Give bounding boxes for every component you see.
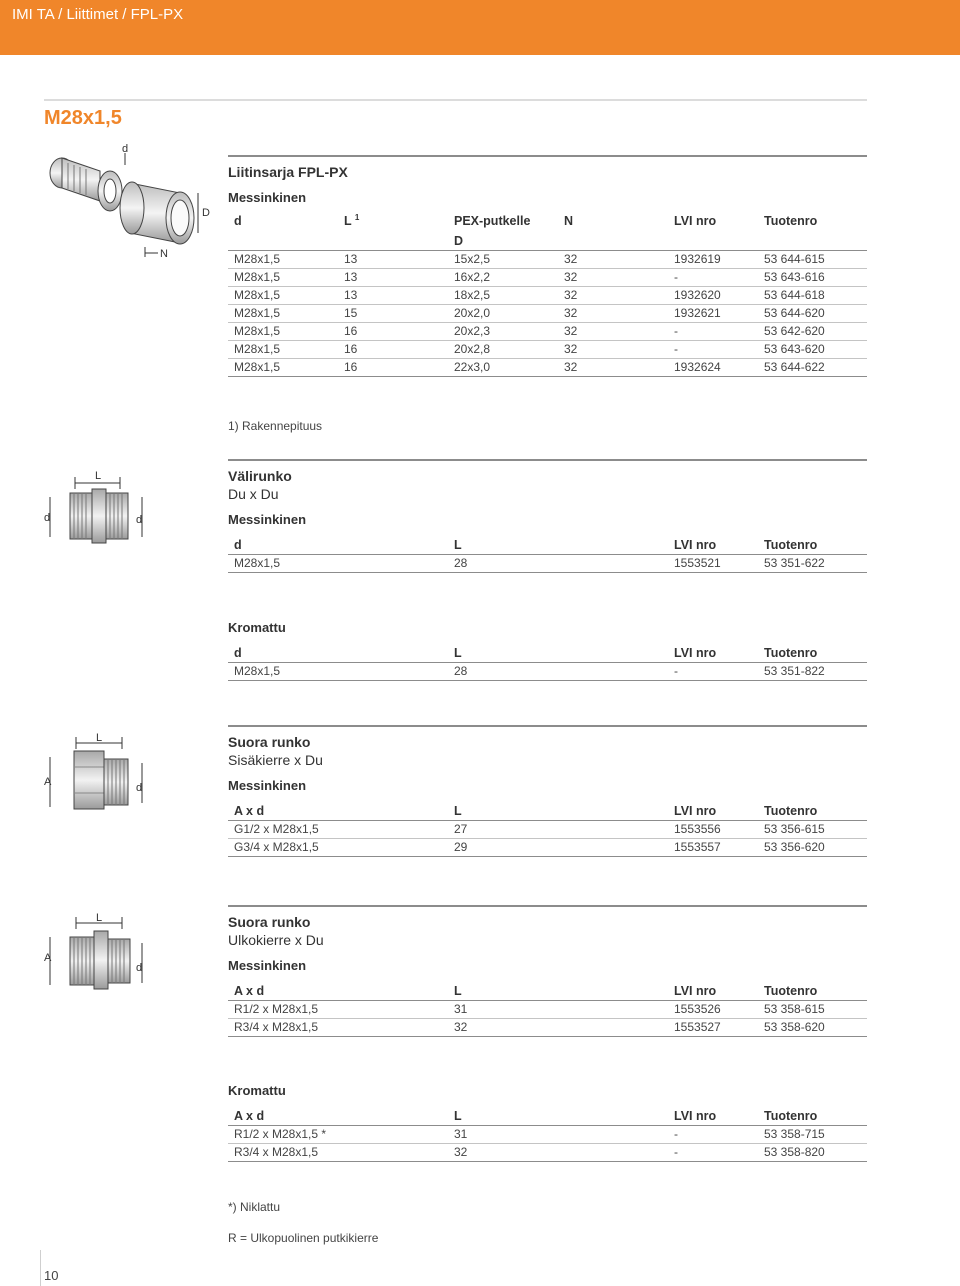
product-title: Suora runko xyxy=(228,734,311,750)
material-label: Kromattu xyxy=(228,1083,286,1098)
section-rule xyxy=(228,905,867,907)
suora-runko-ulkokierre-illustration xyxy=(40,913,160,993)
product-table xyxy=(228,534,867,573)
col-header-lvi: LVI nro xyxy=(668,980,758,1000)
product-table xyxy=(228,210,867,377)
material-label: Messinkinen xyxy=(228,958,307,973)
material-label: Messinkinen xyxy=(228,512,307,527)
table-row: M28x1,5 16 20x2,3 32 - 53 642-620 xyxy=(228,322,867,340)
fig3-label-L: L xyxy=(96,733,103,744)
table-row: R1/2 x M28x1,5 * 31 - 53 358-715 xyxy=(228,1125,867,1143)
fig2-label-L: L xyxy=(95,470,102,482)
product-table xyxy=(228,980,867,1037)
fig1-label-D: D xyxy=(202,207,210,219)
table-row: G1/2 x M28x1,5 27 1553556 53 356-615 xyxy=(228,820,867,838)
section-suora-runko-kromattu xyxy=(228,1075,867,1162)
col-header-prod: Tuotenro xyxy=(758,1105,867,1125)
fig4-label-A: A xyxy=(44,952,52,964)
footnote-r-definition: R = Ulkopuolinen putkikierre xyxy=(228,1231,379,1245)
footnote-rakennepituus: 1) Rakennepituus xyxy=(228,419,323,433)
section-valirunko xyxy=(228,459,867,573)
product-title: Välirunko xyxy=(228,468,292,484)
col-header-prod: Tuotenro xyxy=(758,980,867,1000)
table-row: M28x1,5 16 22x3,0 32 1932624 53 644-622 xyxy=(228,358,867,376)
col-header-axd: A x d xyxy=(228,980,448,1000)
table-row: M28x1,5 28 - 53 351-822 xyxy=(228,662,867,680)
table-row: M28x1,5 13 16x2,2 32 - 53 643-616 xyxy=(228,268,867,286)
fig4-label-d: d xyxy=(136,962,143,974)
fig3-label-A: A xyxy=(44,776,52,788)
section-fpl-px xyxy=(228,155,867,377)
product-table xyxy=(228,642,867,681)
section-valirunko-kromattu xyxy=(228,612,867,681)
section-rule xyxy=(228,459,867,461)
col-header-l: L xyxy=(448,1105,668,1125)
section-rule xyxy=(228,725,867,727)
table-row: M28x1,5 15 20x2,0 32 1932621 53 644-620 xyxy=(228,304,867,322)
page-title: M28x1,5 xyxy=(44,107,122,129)
material-label: Messinkinen xyxy=(228,190,307,205)
col-header-pex: PEX-putkelle xyxy=(454,214,531,228)
product-subtitle: Du x Du xyxy=(228,486,279,502)
col-header-lvi: LVI nro xyxy=(674,214,717,228)
material-label: Kromattu xyxy=(228,620,286,635)
fig2-label-d-left: d xyxy=(44,512,51,524)
product-table xyxy=(228,1105,867,1162)
col-header-lvi: LVI nro xyxy=(668,800,758,820)
fpl-px-fitting-illustration xyxy=(40,143,220,263)
col-header-lvi: LVI nro xyxy=(668,642,758,662)
section-divider xyxy=(44,99,867,101)
breadcrumb: IMI TA / Liittimet / FPL-PX xyxy=(12,6,184,23)
section-suora-runko-ulkokierre xyxy=(228,905,867,1037)
product-subtitle: Sisäkierre x Du xyxy=(228,752,323,768)
col-header-l: L xyxy=(448,800,668,820)
col-header-l: L xyxy=(448,980,668,1000)
fig4-label-L: L xyxy=(96,913,103,924)
col-header-prod: Tuotenro xyxy=(764,214,818,228)
table-row: M28x1,5 28 1553521 53 351-622 xyxy=(228,554,867,572)
section-suora-runko-sisakierre xyxy=(228,725,867,857)
table-row: G3/4 x M28x1,5 29 1553557 53 356-620 xyxy=(228,838,867,856)
table-row: R3/4 x M28x1,5 32 - 53 358-820 xyxy=(228,1143,867,1161)
footnote-niklattu: *) Niklattu xyxy=(228,1200,281,1214)
col-header-l: L xyxy=(448,642,668,662)
header-bar xyxy=(0,0,960,55)
col-header-d: d xyxy=(234,214,242,228)
valirunko-illustration xyxy=(40,465,160,545)
col-header-prod: Tuotenro xyxy=(758,800,867,820)
fig2-label-d-right: d xyxy=(136,514,143,526)
table-row: M28x1,5 16 20x2,8 32 - 53 643-620 xyxy=(228,340,867,358)
fig1-label-N: N xyxy=(160,248,168,260)
fig1-label-d: d xyxy=(122,143,129,155)
product-title: Suora runko xyxy=(228,914,311,930)
table-row: R3/4 x M28x1,5 32 1553527 53 358-620 xyxy=(228,1018,867,1036)
suora-runko-sisakierre-illustration xyxy=(40,733,160,813)
page-number: 10 xyxy=(44,1268,59,1283)
footer-divider xyxy=(40,1250,41,1286)
col-header-n: N xyxy=(564,214,574,228)
col-header-l: L xyxy=(448,534,668,554)
col-header-axd: A x d xyxy=(228,800,448,820)
col-header-l: L $^1$ xyxy=(344,212,360,228)
product-subtitle: Ulkokierre x Du xyxy=(228,932,324,948)
col-header-d: d xyxy=(228,534,448,554)
material-label: Messinkinen xyxy=(228,778,307,793)
table-row: M28x1,5 13 15x2,5 32 1932619 53 644-615 xyxy=(228,250,867,268)
col-header-lvi: LVI nro xyxy=(668,1105,758,1125)
col-header-prod: Tuotenro xyxy=(758,642,867,662)
fig3-label-d: d xyxy=(136,782,143,794)
table-row: M28x1,5 13 18x2,5 32 1932620 53 644-618 xyxy=(228,286,867,304)
section-rule xyxy=(228,155,867,157)
product-title: Liitinsarja FPL-PX xyxy=(228,164,348,180)
col-header-d: d xyxy=(228,642,448,662)
table-row: R1/2 x M28x1,5 31 1553526 53 358-615 xyxy=(228,1000,867,1018)
col-header-lvi: LVI nro xyxy=(668,534,758,554)
product-table xyxy=(228,800,867,857)
col-header-axd: A x d xyxy=(228,1105,448,1125)
col-header-pex-d: D xyxy=(448,230,558,250)
col-header-prod: Tuotenro xyxy=(758,534,867,554)
